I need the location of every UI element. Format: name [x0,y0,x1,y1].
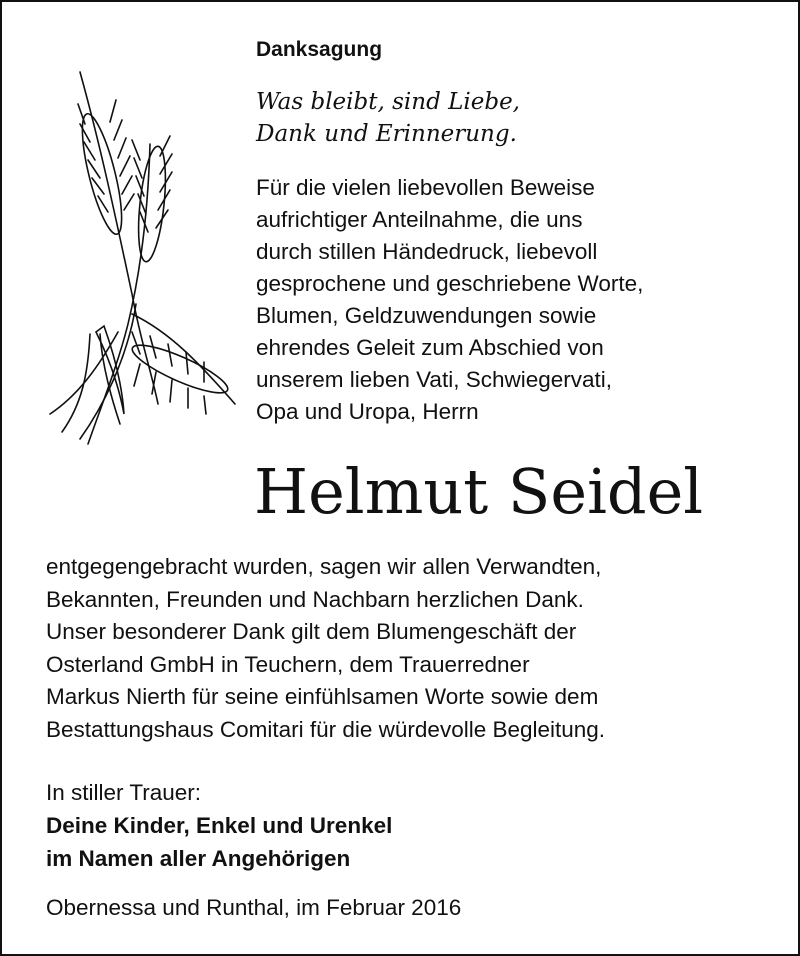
signatory-line: Deine Kinder, Enkel und Urenkel [46,813,393,838]
text-line: Unser besonderer Dank gilt dem Blumengeschäft der [46,619,577,644]
text-line: Bestattungshaus Comitari für die würdevolle Begleitung. [46,716,606,742]
text-line: gesprochene und geschriebene Worte, [256,271,644,296]
intro-paragraph [256,172,643,428]
body-paragraph [46,551,605,746]
place-date: Obernessa und Runthal, im Februar 2016 [46,895,462,920]
text-line: ehrendes Geleit zum Abschied von [256,335,604,360]
text-line: durch stillen Händedruck, liebevoll [256,239,598,264]
text-line: Osterland GmbH in Teuchern, dem Trauerredner [46,651,530,677]
text-line: Opa und Uropa, Herrn [256,399,479,424]
deceased-name: Helmut Seidel [254,455,704,528]
motto-line: Was bleibt, sind Liebe, [256,89,520,115]
wheat-ears-icon [40,64,240,454]
text-line: entgegengebracht wurden, sagen wir allen Verwandten, [46,554,602,579]
text-line: aufrichtiger Anteilnahme, die uns [256,207,583,232]
mourners-block [46,776,392,875]
text-line: Für die vielen liebevollen Beweise [256,175,595,200]
text-line: unserem lieben Vati, Schwiegervati, [256,367,613,392]
text-line: Blumen, Geldzuwendungen sowie [256,303,597,328]
motto-quote [256,86,520,150]
text-line: Bekannten, Freunden und Nachbarn herzlichen Dank. [46,586,584,612]
mourning-label: In stiller Trauer: [46,780,202,805]
text-line: Markus Nierth für seine einfühlsamen Worte sowie dem [46,684,599,709]
notice-heading: Danksagung [256,38,383,61]
signatory-line: im Namen aller Angehörigen [46,846,351,871]
motto-line: Dank und Erinnerung. [256,121,517,147]
